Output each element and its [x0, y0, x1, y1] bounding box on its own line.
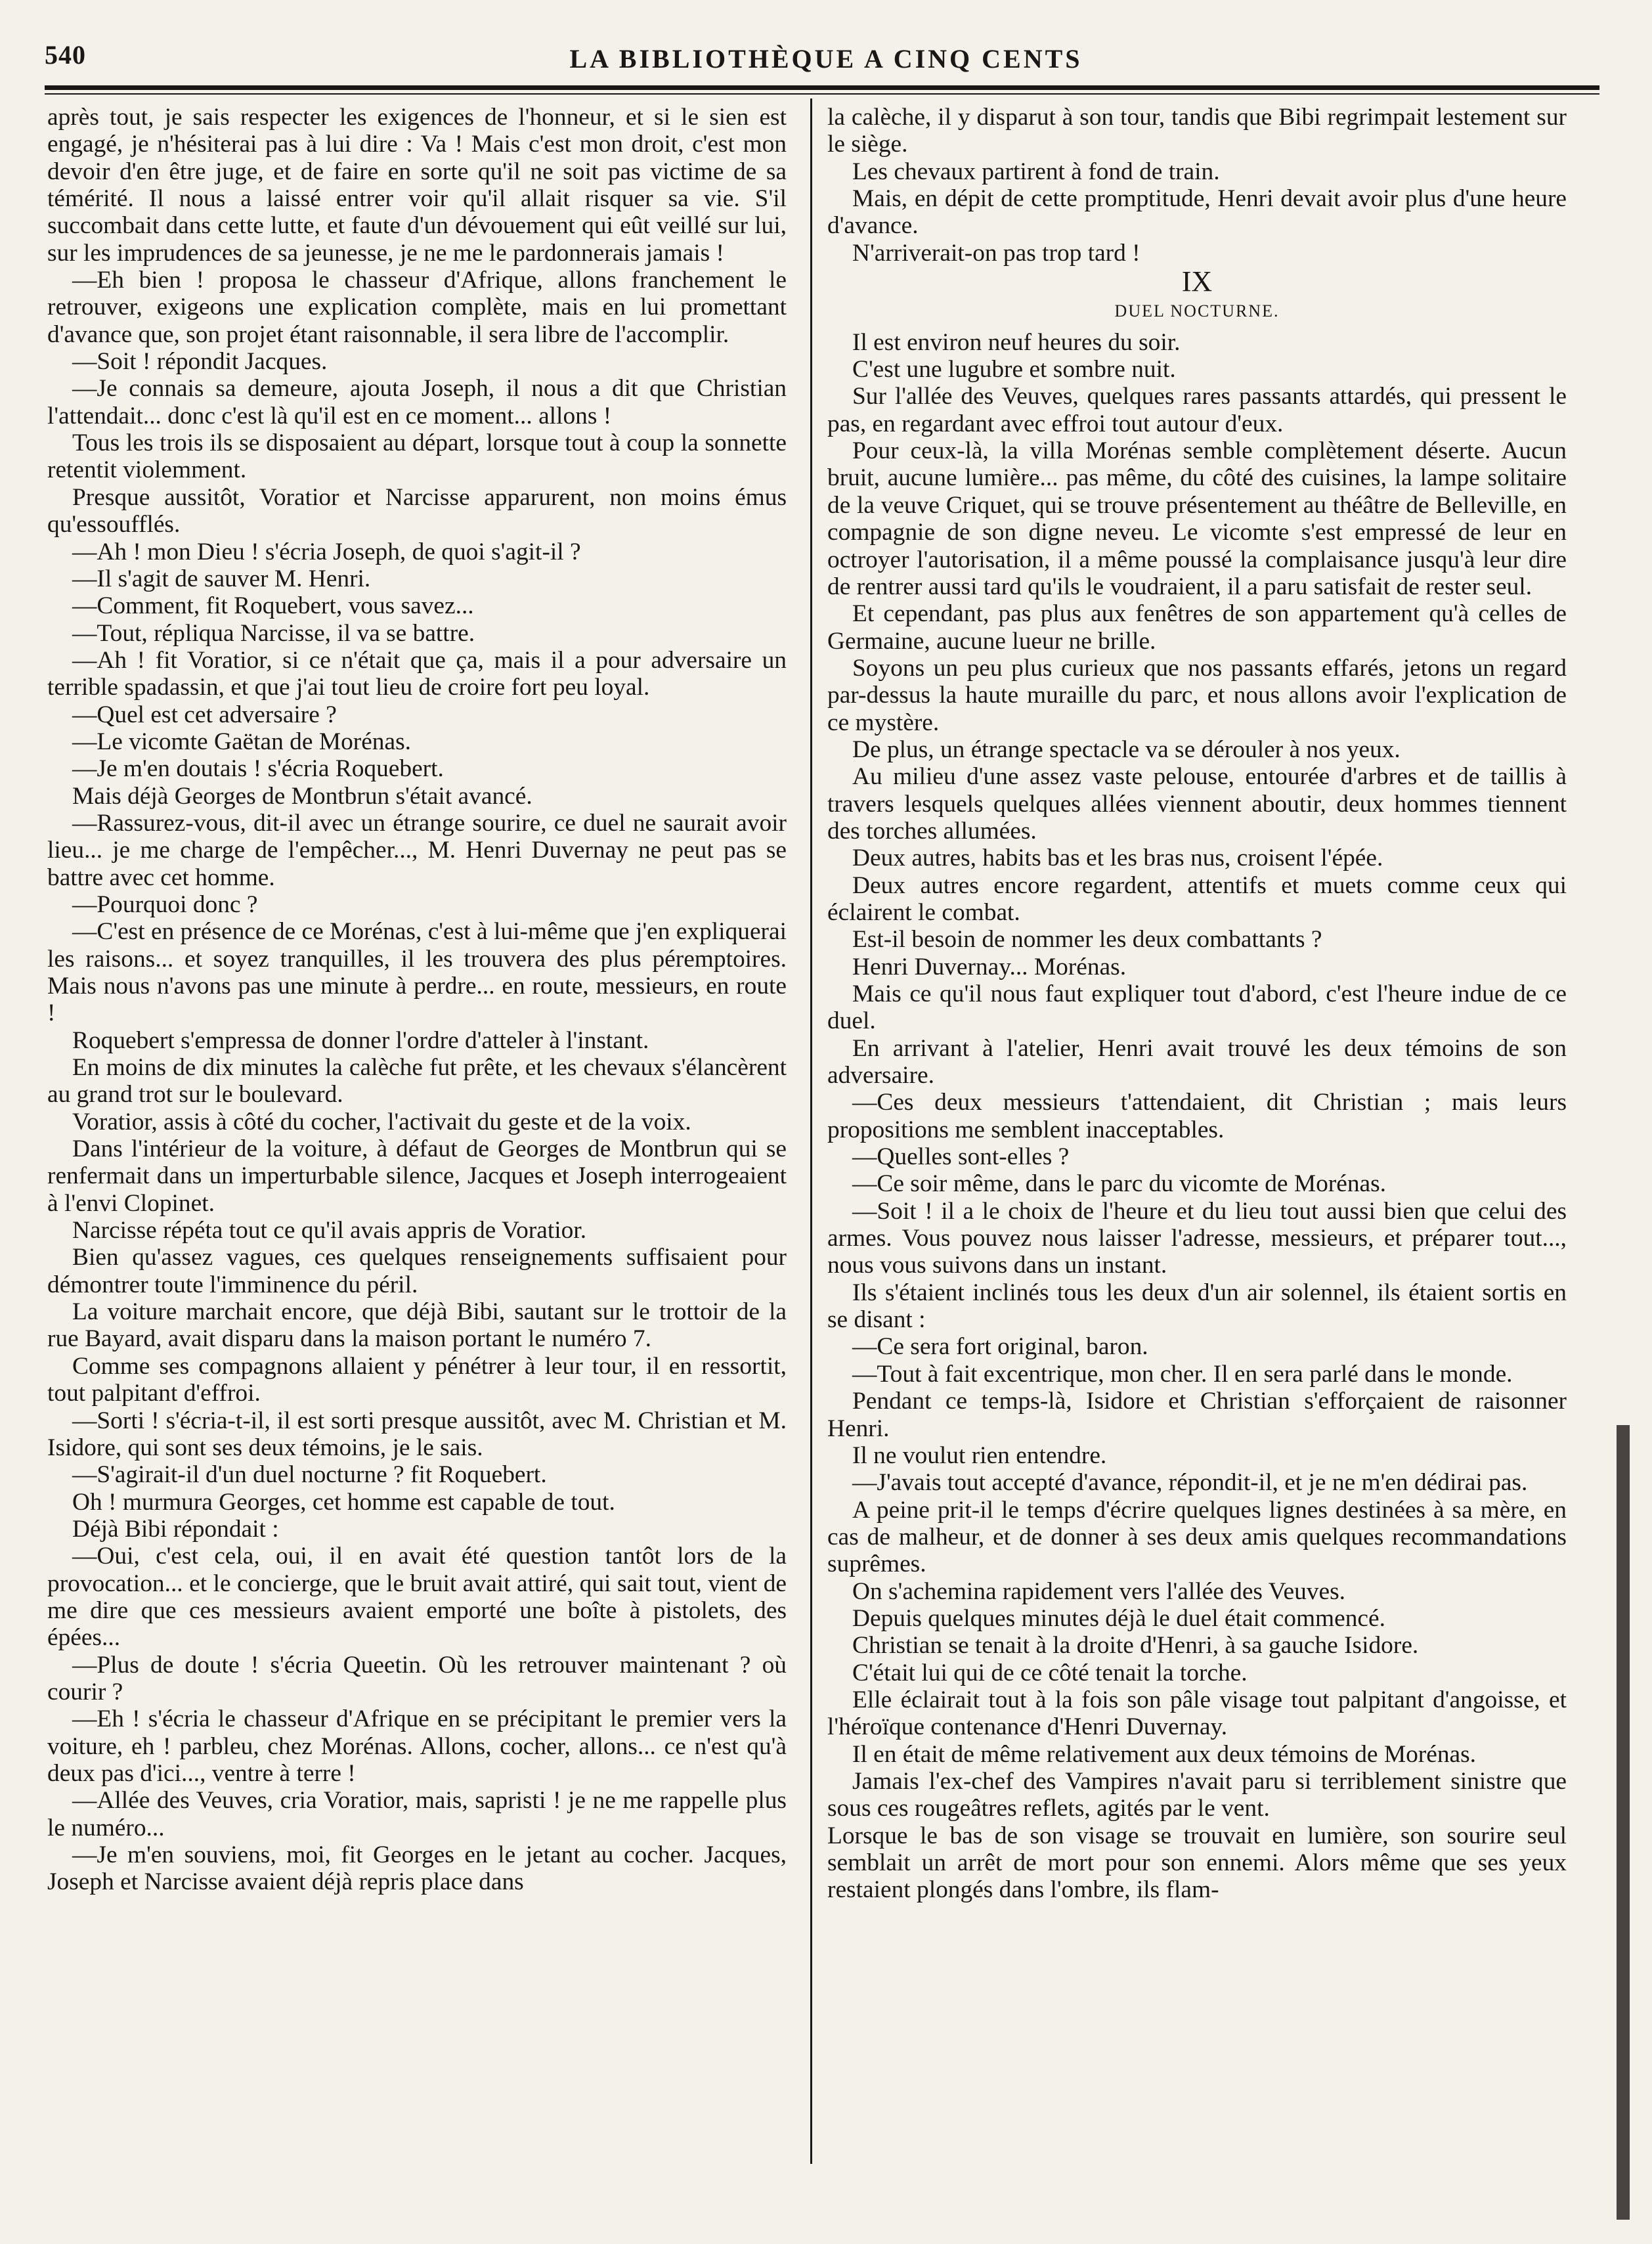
paragraph: Ils s'étaient inclinés tous les deux d'un air solennel, ils étaient sortis en se disant :: [827, 1279, 1567, 1334]
paragraph: A peine prit-il le temps d'écrire quelques lignes destinées à sa mère, en cas de malheur, et de donner à ses deux amis quelques recommandations suprêmes.: [827, 1496, 1567, 1578]
paragraph: Au milieu d'une assez vaste pelouse, entourée d'arbres et de taillis à travers lesquels quelques allées viennent aboutir, deux hommes tiennent des torches allumées.: [827, 763, 1567, 845]
paragraph: —Soit ! il a le choix de l'heure et du lieu tout aussi bien que celui des armes. Vous pouvez nous laisser l'adresse, messieurs, et préparer tout..., nous vous suivons dans un instant.: [827, 1197, 1567, 1279]
paragraph: Il ne voulut rien entendre.: [852, 1441, 1107, 1469]
running-head: LA BIBLIOTHÈQUE A CINQ CENTS: [569, 44, 1083, 74]
paragraph: C'est une lugubre et sombre nuit.: [852, 356, 1176, 384]
paragraph: C'était lui qui de ce côté tenait la torche.: [852, 1659, 1248, 1686]
paragraph: —Je m'en souviens, moi, fit Georges en le jetant au cocher. Jacques, Joseph et Narcisse avaient déjà repris place dans: [47, 1841, 787, 1896]
header-rule: [45, 85, 1599, 90]
paragraph: Henri Duvernay... Morénas.: [852, 953, 1127, 980]
page-number: 540: [45, 40, 86, 70]
paragraph: —Le vicomte Gaëtan de Morénas.: [72, 728, 412, 755]
paragraph: —Plus de doute ! s'écria Queetin. Où les retrouver maintenant ? où courir ?: [47, 1651, 787, 1705]
paragraph: Comme ses compagnons allaient y pénétrer à leur tour, il en ressortit, tout palpitant d'effroi.: [47, 1352, 787, 1407]
paragraph: Roquebert s'empressa de donner l'ordre d'atteler à l'instant.: [72, 1026, 649, 1054]
paragraph: —Rassurez-vous, dit-il avec un étrange sourire, ce duel ne saurait avoir lieu... je me charge de l'empêcher..., M. Henri Duvernay ne peut pas se battre avec cet homme.: [47, 809, 787, 891]
paragraph: Presque aussitôt, Voratior et Narcisse apparurent, non moins émus qu'essoufflés.: [47, 483, 787, 539]
paragraph: —Ah ! fit Voratior, si ce n'était que ça, mais il a pour adversaire un terrible spadassin, et que j'ai tout lieu de croire fort peu loyal.: [47, 646, 787, 701]
paragraph: —Ce sera fort original, baron.: [852, 1333, 1148, 1361]
paragraph: —Ce soir même, dans le parc du vicomte de Morénas.: [852, 1170, 1387, 1198]
paragraph: Pour ceux-là, la villa Morénas semble complètement déserte. Aucun bruit, aucune lumière... pas même, du côté des cuisines, la lampe solitaire de la veuve Criquet, qui se trouve présentement au théâtre de Belleville, en compagnie de son digne neveu. Le vicomte s'est empressé de leur en octroyer l'autorisation, il a même poussé la complaisance jusqu'à leur dire de rentrer aussi tard qu'ils le voudraient, il a paru satisfait de rester seul.: [827, 437, 1567, 600]
paragraph: —Quel est cet adversaire ?: [72, 701, 337, 728]
paragraph: —Tout à fait excentrique, mon cher. Il en sera parlé dans le monde.: [852, 1360, 1513, 1388]
paragraph: —Pourquoi donc ?: [72, 891, 258, 918]
paragraph: —Soit ! répondit Jacques.: [72, 348, 328, 376]
paragraph: —Sorti ! s'écria-t-il, il est sorti presque aussitôt, avec M. Christian et M. Isidore, qui sont ses deux témoins, je le sais.: [47, 1407, 787, 1461]
paragraph: la calèche, il y disparut à son tour, tandis que Bibi regrimpait lestement sur le siège.: [827, 104, 1567, 158]
paragraph: Déjà Bibi répondait :: [72, 1515, 279, 1543]
paragraph: Deux autres encore regardent, attentifs et muets comme ceux qui éclairent le combat.: [827, 871, 1567, 926]
chapter-number: IX: [1181, 265, 1213, 298]
paragraph: On s'achemina rapidement vers l'allée des Veuves.: [852, 1577, 1345, 1605]
paragraph: —Je m'en doutais ! s'écria Roquebert.: [72, 755, 444, 783]
paragraph: après tout, je sais respecter les exigences de l'honneur, et si le sien est engagé, je n'hésiterai pas à lui dire : Va ! Mais c'est mon droit, c'est mon devoir d'en être juge, et de faire en sorte qu'il ne soit pas victime de sa témérité. Il nous a laissé entrer voir qu'il allait risquer sa vie. S'il succombait dans cette lutte, et faute d'un dévouement qui eût veillé sur lui, sur les imprudences de sa jeunesse, je ne me le pardonnerais jamais !: [47, 104, 787, 267]
paragraph: —Allée des Veuves, cria Voratior, mais, sapristi ! je ne me rappelle plus le numéro...: [47, 1787, 787, 1841]
paragraph: De plus, un étrange spectacle va se dérouler à nos yeux.: [852, 736, 1401, 763]
paragraph: Narcisse répéta tout ce qu'il avais appris de Voratior.: [72, 1217, 587, 1244]
paragraph: —J'avais tout accepté d'avance, répondit-il, et je ne m'en dédirai pas.: [852, 1469, 1528, 1497]
paragraph: —S'agirait-il d'un duel nocturne ? fit Roquebert.: [72, 1461, 547, 1489]
left-column: [47, 104, 787, 1896]
chapter-title: DUEL NOCTURNE.: [1114, 301, 1280, 321]
paragraph: Elle éclairait tout à la fois son pâle visage tout palpitant d'angoisse, et l'héroïque contenance d'Henri Duvernay.: [827, 1686, 1567, 1741]
paragraph: —Oui, c'est cela, oui, il en avait été question tantôt lors de la provocation... et le concierge, que le bruit avait attiré, qui sait tout, vient de me dire que ces messieurs avaient emporté une boîte à pistolets, des épées...: [47, 1543, 787, 1652]
page-edge-shadow: [1617, 1425, 1630, 2220]
paragraph: —Ah ! mon Dieu ! s'écria Joseph, de quoi s'agit-il ?: [72, 538, 581, 565]
paragraph: Bien qu'assez vagues, ces quelques renseignements suffisaient pour démontrer toute l'imminence du péril.: [47, 1244, 787, 1298]
paragraph: Et cependant, pas plus aux fenêtres de son appartement qu'à celles de Germaine, aucune lueur ne brille.: [827, 600, 1567, 655]
paragraph: —Eh ! s'écria le chasseur d'Afrique en se précipitant le premier vers la voiture, eh ! parbleu, chez Morénas. Allons, cocher, allons... ce n'est qu'à deux pas d'ici..., ventre à terre !: [47, 1705, 787, 1787]
paragraph: Depuis quelques minutes déjà le duel était commencé.: [852, 1604, 1385, 1632]
paragraph: Deux autres, habits bas et les bras nus, croisent l'épée.: [852, 845, 1383, 872]
paragraph: Sur l'allée des Veuves, quelques rares passants attardés, qui pressent le pas, en regardant avec effroi tout autour d'eux.: [827, 383, 1567, 437]
paragraph: Dans l'intérieur de la voiture, à défaut de Georges de Montbrun qui se renfermait dans un imperturbable silence, Jacques et Joseph interrogeaient à l'envi Clopinet.: [47, 1135, 787, 1217]
paragraph: Mais ce qu'il nous faut expliquer tout d'abord, c'est l'heure indue de ce duel.: [827, 980, 1567, 1035]
paragraph: Voratior, assis à côté du cocher, l'activait du geste et de la voix.: [72, 1108, 691, 1135]
paragraph: Jamais l'ex-chef des Vampires n'avait paru si terriblement sinistre que sous ces rougeâtres reflets, agités par le vent.: [827, 1767, 1567, 1822]
paragraph: En moins de dix minutes la calèche fut prête, et les chevaux s'élancèrent au grand trot sur le boulevard.: [47, 1054, 787, 1109]
paragraph: —Quelles sont-elles ?: [852, 1143, 1070, 1171]
paragraph: —C'est en présence de ce Morénas, c'est à lui-même que j'en expliquerai les raisons... et soyez tranquilles, il les trouvera des plus péremptoires. Mais nous n'avons pas une minute à perdre... en route, messieurs, en route !: [47, 918, 787, 1027]
paragraph: Il en était de même relativement aux deux témoins de Morénas.: [852, 1740, 1477, 1768]
paragraph: Oh ! murmura Georges, cet homme est capable de tout.: [72, 1488, 615, 1516]
paragraph: Est-il besoin de nommer les deux combattants ?: [852, 926, 1322, 954]
paragraph: La voiture marchait encore, que déjà Bibi, sautant sur le trottoir de la rue Bayard, avait disparu dans la maison portant le numéro 7.: [47, 1298, 787, 1353]
paragraph: Mais déjà Georges de Montbrun s'était avancé.: [72, 782, 533, 810]
paragraph: —Comment, fit Roquebert, vous savez...: [72, 592, 474, 620]
paragraph: Les chevaux partirent à fond de train.: [852, 158, 1220, 185]
column-divider: [810, 99, 812, 2164]
header-rule-thin: [45, 93, 1599, 95]
paragraph: Tous les trois ils se disposaient au départ, lorsque tout à coup la sonnette retentit violemment.: [47, 429, 787, 484]
paragraph: Soyons un peu plus curieux que nos passants effarés, jetons un regard par-dessus la haute muraille du parc, et nous allons avoir l'explication de ce mystère.: [827, 654, 1567, 736]
paragraph: Pendant ce temps-là, Isidore et Christian s'efforçaient de raisonner Henri.: [827, 1388, 1567, 1442]
paragraph: En arrivant à l'atelier, Henri avait trouvé les deux témoins de son adversaire.: [827, 1034, 1567, 1089]
paragraph: —Il s'agit de sauver M. Henri.: [72, 565, 371, 592]
paragraph: —Tout, répliqua Narcisse, il va se battre.: [72, 619, 475, 647]
paragraph: Mais, en dépit de cette promptitude, Henri devait avoir plus d'une heure d'avance.: [827, 185, 1567, 240]
paragraph: Christian se tenait à la droite d'Henri, à sa gauche Isidore.: [852, 1632, 1419, 1660]
paragraph: —Eh bien ! proposa le chasseur d'Afrique, allons franchement le retrouver, exigeons une explication complète, mais en lui promettant d'avance que, son projet étant raisonnable, il sera libre de l'accomplir.: [47, 267, 787, 348]
paragraph: N'arriverait-on pas trop tard !: [852, 239, 1141, 267]
right-column: [827, 104, 1567, 1904]
paragraph: —Je connais sa demeure, ajouta Joseph, il nous a dit que Christian l'attendait... donc c'est là qu'il est en ce moment... allons !: [47, 375, 787, 429]
paragraph: Lorsque le bas de son visage se trouvait en lumière, son sourire seul semblait un arrêt de mort pour son ennemi. Alors même que ses yeux restaient plongés dans l'ombre, ils flam-: [827, 1822, 1567, 1904]
paragraph: Il est environ neuf heures du soir.: [852, 328, 1181, 356]
paragraph: —Ces deux messieurs t'attendaient, dit Christian ; mais leurs propositions me semblent inacceptables.: [827, 1089, 1567, 1143]
